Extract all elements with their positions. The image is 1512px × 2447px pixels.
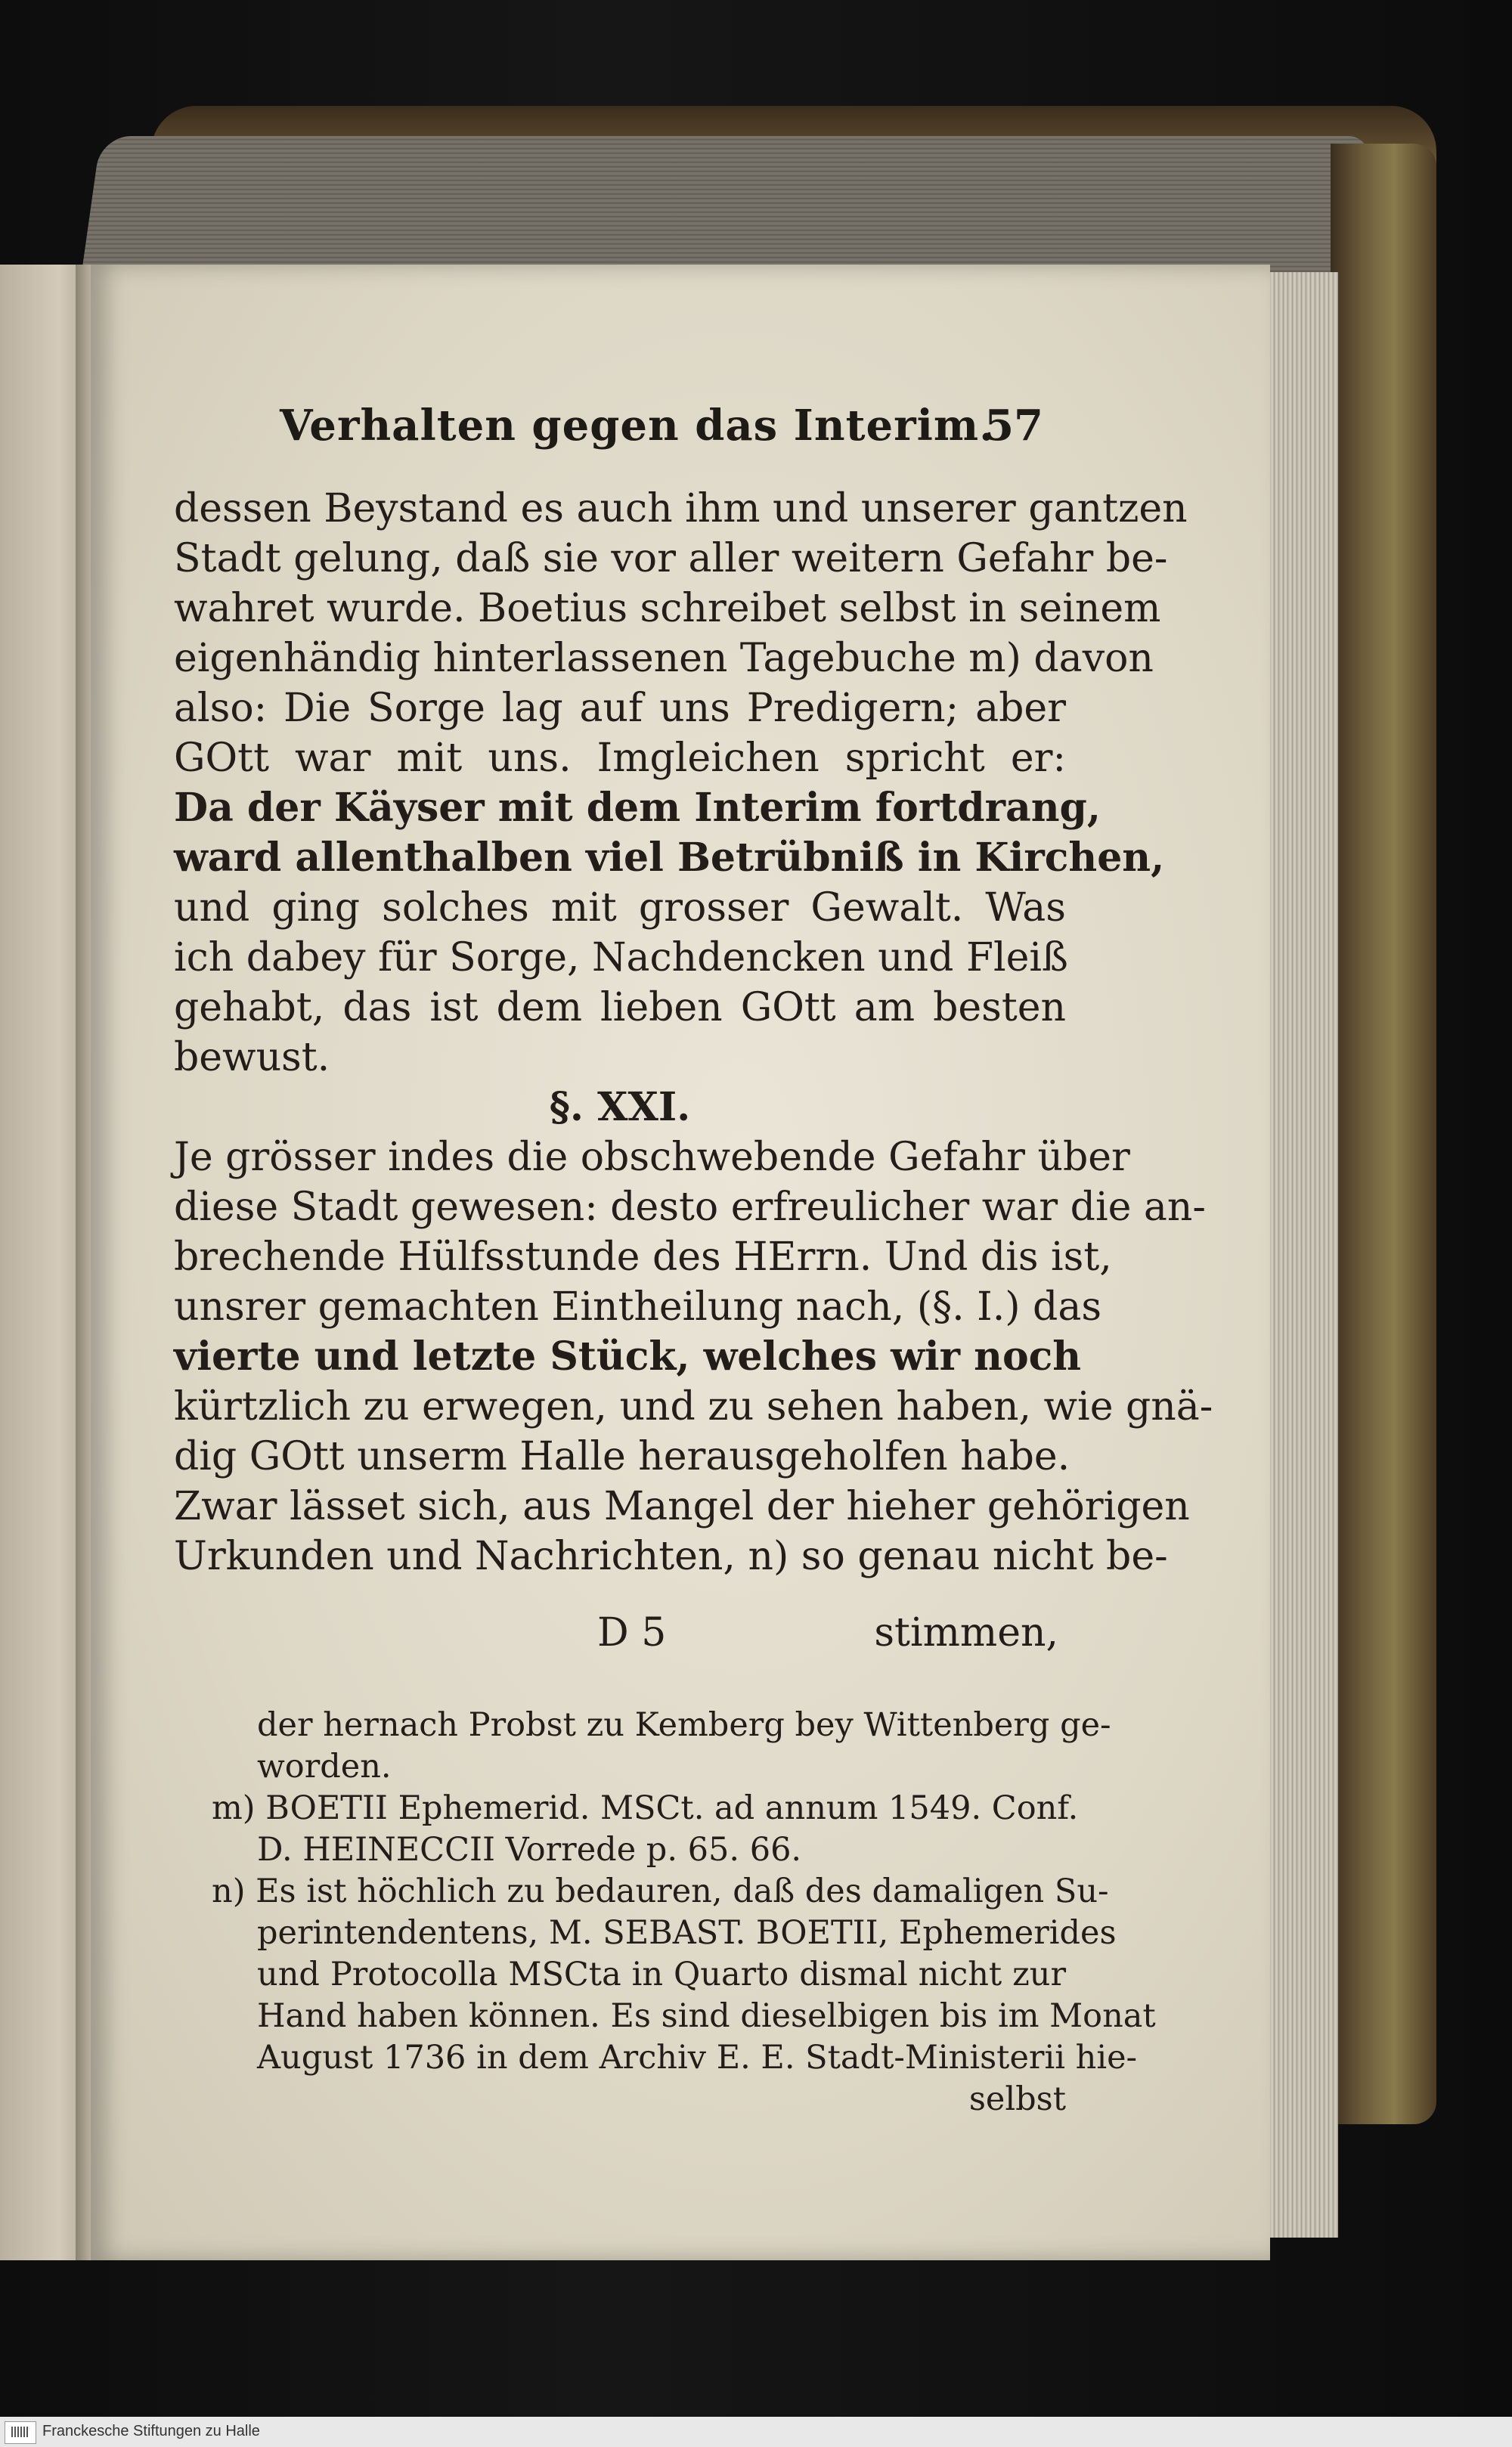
text-line: und ging solches mit grosser Gewalt. Was — [174, 885, 1066, 931]
footnote-line: perintendentens, M. SEBAST. BOETII, Ephemerides — [257, 1914, 1117, 1952]
footnote-line: August 1736 in dem Archiv E. E. Stadt-Ministerii hie- — [257, 2039, 1138, 2077]
text-line: Zwar lässet sich, aus Mangel der hieher gehörigen — [174, 1484, 1190, 1529]
footnote-line: m) BOETII Ephemerid. MSCt. ad annum 1549. Conf. — [212, 1789, 1079, 1827]
footer-bar — [0, 2417, 1512, 2447]
footer-credit: Franckesche Stiftungen zu Halle — [42, 2423, 260, 2439]
text-line: Urkunden und Nachrichten, n) so genau nicht be- — [174, 1534, 1168, 1579]
book-cover-side — [1331, 144, 1436, 2124]
text-line: gehabt, das ist dem lieben GOtt am besten — [174, 985, 1066, 1030]
text-line: Je grösser indes die obschwebende Gefahr über — [174, 1135, 1130, 1180]
signature-row — [174, 1610, 1066, 1660]
text-line: bewust. — [174, 1035, 330, 1080]
footnote-line: worden. — [257, 1748, 392, 1786]
page-block-top — [81, 136, 1371, 280]
main-text — [174, 484, 1213, 1581]
text-line: GOtt war mit uns. Imgleichen spricht er: — [174, 736, 1066, 781]
text-line: ich dabey für Sorge, Nachdencken und Fleiß — [174, 935, 1068, 980]
footnote-line: n) Es ist höchlich zu bedauren, daß des damaligen Su- — [212, 1872, 1109, 1910]
text-line: brechende Hülfsstunde des HErrn. Und dis ist, — [174, 1234, 1112, 1280]
text-line: dig GOtt unserm Halle herausgeholfen habe. — [174, 1434, 1070, 1479]
text-line: wahret wurde. Boetius schreibet selbst in seinem — [174, 586, 1161, 631]
text-line: Stadt gelung, daß sie vor aller weitern Gefahr be- — [174, 536, 1168, 581]
text-line: vierte und letzte Stück, welches wir noch — [174, 1333, 1082, 1380]
text-line: diese Stadt gewesen: desto erfreulicher war die an- — [174, 1185, 1206, 1230]
text-line: kürtzlich zu erwegen, und zu sehen haben, wie gnä- — [174, 1384, 1213, 1429]
text-line: also: Die Sorge lag auf uns Predigern; aber — [174, 686, 1066, 731]
footnote-line: der hernach Probst zu Kemberg bey Wittenberg ge- — [257, 1706, 1111, 1744]
page-number: 57 — [984, 401, 1043, 451]
section-heading: §. XXI. — [549, 1084, 691, 1130]
signature-mark: D 5 — [597, 1610, 667, 1656]
text-line: ward allenthalben viel Betrübniß in Kirchen, — [174, 835, 1165, 881]
footnote-catchword: selbst — [968, 2080, 1066, 2118]
text-line: eigenhändig hinterlassenen Tagebuche m) davon — [174, 636, 1154, 681]
institution-logo-icon — [5, 2421, 36, 2444]
running-title: Verhalten gegen das Interim. — [280, 401, 995, 451]
text-line: Da der Käyser mit dem Interim fortdrang, — [174, 785, 1101, 831]
text-line: dessen Beystand es auch ihm und unserer gantzen — [174, 486, 1188, 531]
footnote-line: Hand haben können. Es sind dieselbigen bis im Monat — [257, 1997, 1156, 2035]
catchword: stimmen, — [874, 1610, 1058, 1656]
page-header — [181, 401, 1074, 454]
footnote-line: und Protocolla MSCta in Quarto dismal nicht zur — [257, 1956, 1066, 1993]
footnotes — [212, 1705, 1156, 2120]
text-line: unsrer gemachten Eintheilung nach, (§. I.) das — [174, 1284, 1102, 1330]
footnote-line: D. HEINECCII Vorrede p. 65. 66. — [257, 1831, 802, 1869]
